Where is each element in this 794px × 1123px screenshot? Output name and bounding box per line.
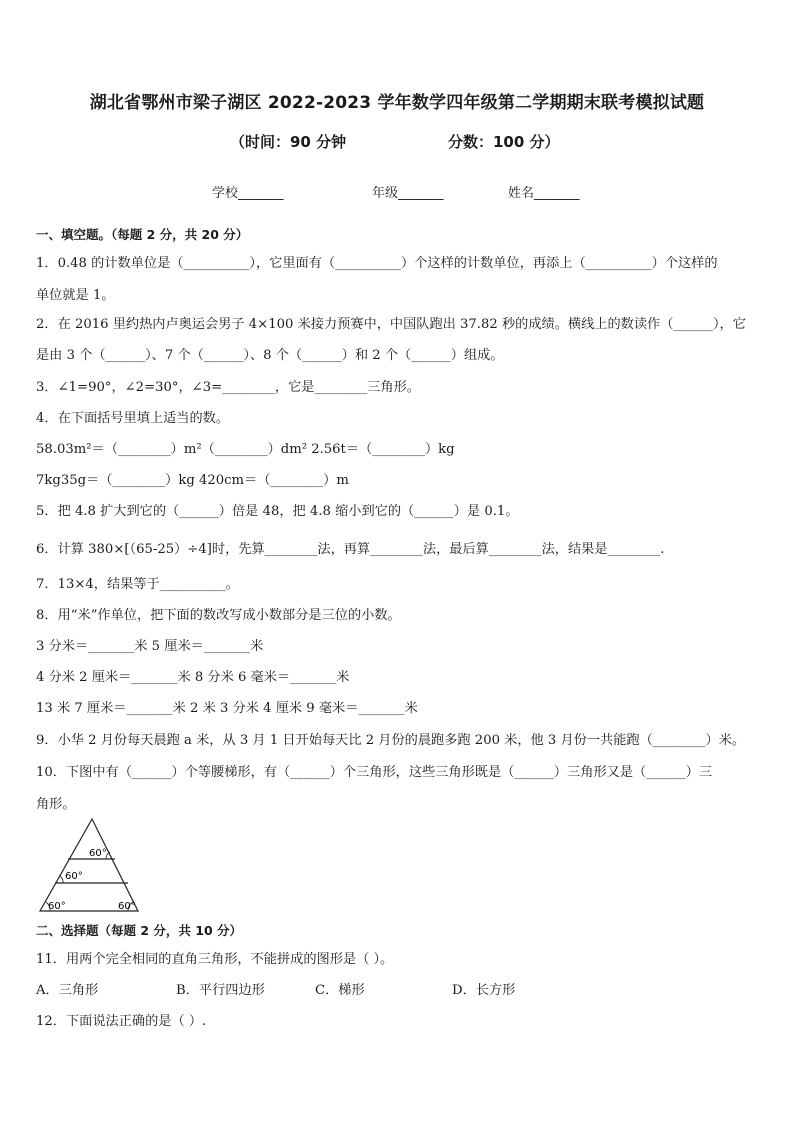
option-c: C．梯形: [315, 983, 365, 998]
question-line: 3．∠1=90°，∠2=30°，∠3=________，它是________三角形。: [36, 380, 420, 395]
question-12: 12．下面说法正确的是（ ）.: [36, 1014, 207, 1029]
question-line: 9．小华 2 月份每天晨跑 a 米，从 3 月 1 日开始每天比 2 月份的晨跑多跑 200 米，他 3 月份一共能跑（________）米。: [36, 733, 746, 748]
page-title: 湖北省鄂州市梁子湖区 2022-2023 学年数学四年级第二学期期末联考模拟试题: [89, 93, 705, 113]
question-line: 3 分米＝_______米 5 厘米＝_______米: [36, 639, 264, 654]
triangle-figure: [34, 815, 154, 915]
question-line: 7kg35g＝（________）kg 420cm＝（________）m: [36, 473, 349, 488]
question-line: 单位就是 1。: [36, 288, 115, 303]
section-heading-choice: 二、选择题（每题 2 分，共 10 分）: [36, 923, 243, 938]
grade-field: 年级_______: [372, 186, 444, 201]
exam-time: （时间：90 分钟: [230, 133, 347, 151]
question-line: 6．计算 380×[（65-25）÷4]时，先算________法，再算________法，最后算________法，结果是________.: [36, 542, 665, 557]
question-line: 8．用“米”作单位，把下面的数改写成小数部分是三位的小数。: [36, 608, 401, 623]
question-line: 是由 3 个（______）、7 个（______）、8 个（______）和 2 个（______）组成。: [36, 348, 504, 363]
school-field: 学校_______: [212, 186, 284, 201]
option-a: A．三角形: [36, 983, 99, 998]
option-d: D．长方形: [452, 983, 516, 998]
question-line: 2．在 2016 里约热内卢奥运会男子 4×100 米接力预赛中，中国队跑出 37.82 秒的成绩。横线上的数读作（______），它: [36, 317, 746, 332]
name-field: 姓名_______: [508, 186, 580, 201]
question-line: 1．0.48 的计数单位是（__________），它里面有（__________）个这样的计数单位，再添上（__________）个这样的: [36, 256, 718, 271]
question-line: 5．把 4.8 扩大到它的（______）倍是 48，把 4.8 缩小到它的（______）是 0.1。: [36, 504, 519, 519]
angle-label: 60°: [65, 871, 83, 882]
question-11: 11．用两个完全相同的直角三角形，不能拼成的图形是（ ）。: [36, 952, 394, 967]
option-b: B．平行四边形: [176, 983, 265, 998]
angle-label: 60°: [118, 901, 136, 912]
question-line: 10．下图中有（______）个等腰梯形，有（______）个三角形，这些三角形既是（______）三角形又是（______）三: [36, 765, 713, 780]
angle-label: 60°: [89, 848, 107, 859]
question-line: 4 分米 2 厘米＝_______米 8 分米 6 毫米＝_______米: [36, 670, 350, 685]
question-line: 角形。: [36, 797, 76, 812]
angle-label: 60°: [48, 901, 66, 912]
question-line: 7．13×4，结果等于__________。: [36, 577, 239, 592]
section-heading-fill: 一、填空题。（每题 2 分，共 20 分）: [36, 227, 249, 242]
question-line: 58.03m²＝（________）m²（________）dm² 2.56t＝（________）kg: [36, 442, 455, 457]
question-line: 4．在下面括号里填上适当的数。: [36, 411, 230, 426]
question-line: 13 米 7 厘米＝_______米 2 米 3 分米 4 厘米 9 毫米＝_______米: [36, 701, 418, 716]
angle-arc: [60, 876, 63, 883]
outer-triangle: [40, 819, 138, 911]
exam-score: 分数：100 分）: [448, 133, 560, 151]
